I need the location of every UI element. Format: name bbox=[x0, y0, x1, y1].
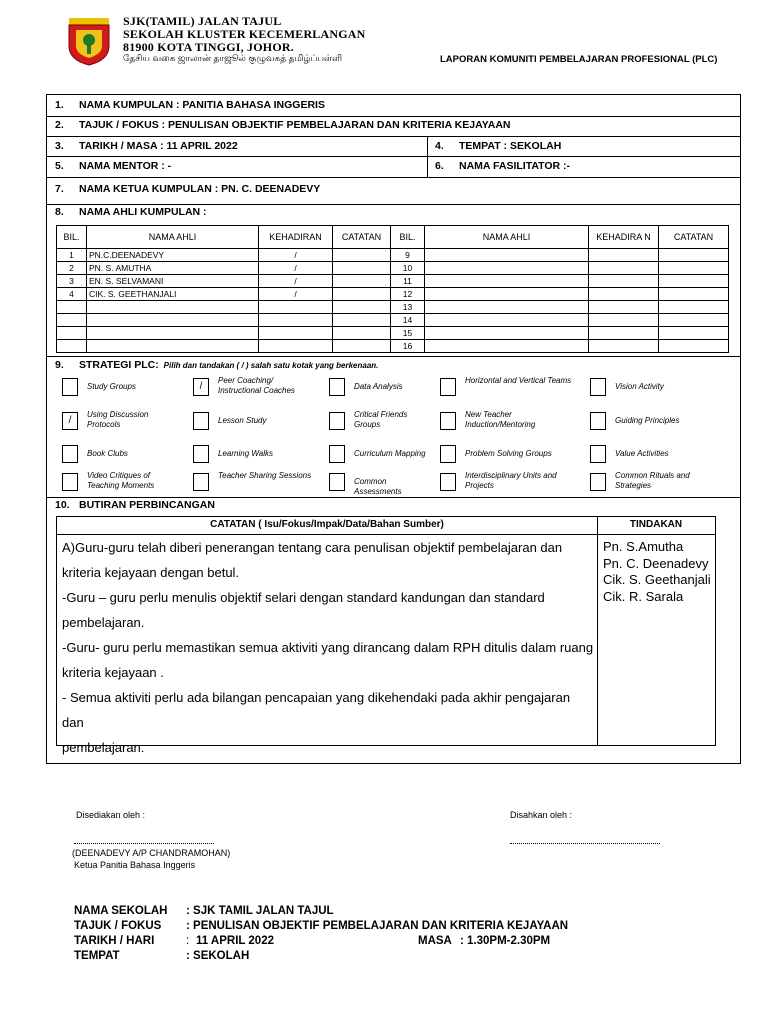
member-bil: 4 bbox=[57, 288, 87, 301]
strategy-option-label: Peer Coaching/ Instructional Coaches bbox=[218, 376, 295, 395]
member-row bbox=[57, 249, 729, 262]
member-name bbox=[87, 340, 259, 353]
member-notes bbox=[659, 249, 729, 262]
member-notes bbox=[659, 262, 729, 275]
member-name bbox=[425, 249, 589, 262]
strategy-option-label: Curriculum Mapping bbox=[354, 449, 426, 458]
member-bil: 2 bbox=[57, 262, 87, 275]
row-facilitator: 6. NAMA FASILITATOR :- bbox=[435, 160, 571, 172]
member-notes bbox=[333, 275, 391, 288]
strategy-option-label: Using Discussion Protocols bbox=[87, 410, 149, 429]
col-attendance: KEHADIRA N bbox=[589, 226, 659, 249]
member-attendance bbox=[589, 340, 659, 353]
school-name: SJK(TAMIL) JALAN TAJUL bbox=[123, 14, 282, 28]
member-row bbox=[57, 314, 729, 327]
col-name: NAMA AHLI bbox=[87, 226, 259, 249]
discussion-note-line: pembelajaran. bbox=[62, 615, 145, 630]
member-bil: 16 bbox=[391, 340, 425, 353]
member-attendance: / bbox=[259, 288, 333, 301]
row-members-label: 8. NAMA AHLI KUMPULAN : bbox=[55, 206, 207, 218]
strategy-checkbox[interactable] bbox=[193, 473, 209, 491]
row-group-name: 1. NAMA KUMPULAN : PANITIA BAHASA INGGERIS bbox=[55, 99, 325, 111]
member-attendance bbox=[259, 340, 333, 353]
member-bil: 12 bbox=[391, 288, 425, 301]
member-notes bbox=[333, 288, 391, 301]
col-action-header: TINDAKAN bbox=[629, 519, 683, 530]
action-person: Cik. R. Sarala bbox=[603, 588, 684, 604]
members-header-row bbox=[57, 226, 729, 249]
strategy-checkbox[interactable] bbox=[62, 445, 78, 463]
strategy-option-label: Common Assessments bbox=[354, 477, 402, 496]
discussion-notes bbox=[62, 535, 594, 760]
member-row bbox=[57, 340, 729, 353]
member-bil: 13 bbox=[391, 301, 425, 314]
discussion-note-line: kriteria kejayaan dengan betul. bbox=[62, 565, 240, 580]
strategy-checkbox[interactable] bbox=[62, 473, 78, 491]
preparer-signature-line bbox=[74, 843, 214, 844]
summary-time-label: MASA bbox=[418, 935, 452, 947]
member-row bbox=[57, 301, 729, 314]
strategy-checkbox[interactable] bbox=[440, 412, 456, 430]
strategy-checkbox[interactable]: / bbox=[193, 378, 209, 396]
member-attendance: / bbox=[259, 275, 333, 288]
member-row bbox=[57, 327, 729, 340]
member-name bbox=[425, 288, 589, 301]
strategy-checkbox[interactable] bbox=[62, 378, 78, 396]
member-attendance bbox=[589, 262, 659, 275]
member-attendance bbox=[589, 314, 659, 327]
strategy-checkbox[interactable] bbox=[193, 412, 209, 430]
discussion-note-line: kriteria kejayaan . bbox=[62, 665, 164, 680]
prepared-by-label: Disediakan oleh : bbox=[76, 810, 146, 820]
strategy-option-label: Vision Activity bbox=[615, 382, 664, 391]
member-notes bbox=[333, 327, 391, 340]
discussion-heading: 10. BUTIRAN PERBINCANGAN bbox=[55, 499, 215, 511]
member-attendance bbox=[259, 314, 333, 327]
strategy-checkbox[interactable]: / bbox=[62, 412, 78, 430]
school-tamil-name: தேசிய வகை ஜாலான் தாஜூல் குழுவகத் தமிழ்ப்பள்ளி bbox=[123, 53, 343, 63]
strategy-option-label: Teacher Sharing Sessions bbox=[218, 471, 312, 480]
member-row bbox=[57, 275, 729, 288]
approved-by-label: Disahkan oleh : bbox=[510, 810, 573, 820]
member-bil bbox=[57, 327, 87, 340]
member-attendance: / bbox=[259, 249, 333, 262]
school-address: 81900 KOTA TINGGI, JOHOR. bbox=[123, 40, 294, 54]
summary-school-value: : SJK TAMIL JALAN TAJUL bbox=[186, 905, 334, 917]
discussion-note-line: pembelajaran. bbox=[62, 740, 145, 755]
member-bil: 1 bbox=[57, 249, 87, 262]
strategy-checkbox[interactable] bbox=[329, 473, 345, 491]
action-person: Pn. C. Deenadevy bbox=[603, 555, 709, 571]
member-notes bbox=[333, 249, 391, 262]
summary-time-value: : 1.30PM-2.30PM bbox=[460, 935, 551, 947]
strategy-checkbox[interactable] bbox=[440, 378, 456, 396]
member-notes bbox=[659, 301, 729, 314]
strategy-checkbox[interactable] bbox=[329, 378, 345, 396]
member-name: EN. S. SELVAMANI bbox=[87, 275, 259, 288]
summary-school-label: NAMA SEKOLAH bbox=[74, 905, 168, 917]
strategy-option-label: Common Rituals and Strategies bbox=[615, 471, 690, 490]
strategy-option-label: Book Clubs bbox=[87, 449, 128, 458]
strategy-option-label: Learning Walks bbox=[218, 449, 273, 458]
col-notes: CATATAN bbox=[333, 226, 391, 249]
members-table bbox=[56, 225, 729, 353]
strategy-option-label: Interdisciplinary Units and Projects bbox=[465, 471, 557, 490]
col-notes-header: CATATAN ( Isu/Fokus/Impak/Data/Bahan Sumber) bbox=[210, 519, 444, 530]
strategy-checkbox[interactable] bbox=[329, 412, 345, 430]
member-notes bbox=[659, 340, 729, 353]
strategy-instruction: Pilih dan tandakan ( / ) salah satu kotak yang berkenaan. bbox=[163, 361, 379, 370]
member-name bbox=[87, 301, 259, 314]
member-name: PN. S. AMUTHA bbox=[87, 262, 259, 275]
col-attendance: KEHADIRAN bbox=[259, 226, 333, 249]
member-attendance bbox=[589, 301, 659, 314]
preparer-name: (DEENADEVY A/P CHANDRAMOHAN) bbox=[72, 848, 231, 858]
strategy-option-label: Problem Solving Groups bbox=[465, 449, 552, 458]
col-bil: BIL. bbox=[57, 226, 87, 249]
member-attendance: / bbox=[259, 262, 333, 275]
member-name bbox=[425, 301, 589, 314]
preparer-title: Ketua Panitia Bahasa Inggeris bbox=[74, 860, 196, 870]
member-row bbox=[57, 262, 729, 275]
member-name bbox=[87, 327, 259, 340]
member-name bbox=[425, 327, 589, 340]
member-attendance bbox=[589, 249, 659, 262]
member-attendance bbox=[589, 327, 659, 340]
discussion-note-line: -Guru- guru perlu memastikan semua aktiviti yang dirancang dalam RPH ditulis dalam ruang bbox=[62, 640, 594, 655]
member-bil bbox=[57, 340, 87, 353]
col-name: NAMA AHLI bbox=[425, 226, 589, 249]
member-name bbox=[425, 314, 589, 327]
summary-venue-value: : SEKOLAH bbox=[186, 950, 250, 962]
strategy-option-label: Guiding Principles bbox=[615, 416, 680, 425]
member-bil: 3 bbox=[57, 275, 87, 288]
member-notes bbox=[659, 327, 729, 340]
member-name: CIK. S. GEETHANJALI bbox=[87, 288, 259, 301]
school-cluster: SEKOLAH KLUSTER KECEMERLANGAN bbox=[123, 27, 366, 41]
member-notes bbox=[333, 262, 391, 275]
member-notes bbox=[333, 340, 391, 353]
action-person: Cik. S. Geethanjali bbox=[603, 572, 711, 587]
member-name: PN.C.DEENADEVY bbox=[87, 249, 259, 262]
strategy-checkbox[interactable] bbox=[590, 445, 606, 463]
discussion-note-line: -Guru – guru perlu menulis objektif selari dengan standard kandungan dan standard bbox=[62, 590, 545, 605]
member-name bbox=[87, 314, 259, 327]
row-group-leader: 7. NAMA KETUA KUMPULAN : PN. C. DEENADEVY bbox=[55, 183, 321, 195]
member-notes bbox=[659, 314, 729, 327]
report-title: LAPORAN KOMUNITI PEMBELAJARAN PROFESIONAL (PLC) bbox=[440, 54, 718, 65]
member-notes bbox=[659, 288, 729, 301]
row-venue: 4. TEMPAT : SEKOLAH bbox=[435, 140, 562, 152]
member-row bbox=[57, 288, 729, 301]
strategy-heading: 9. STRATEGI PLC: Pilih dan tandakan ( / ) salah satu kotak yang berkenaan. bbox=[55, 359, 379, 371]
strategy-checkbox[interactable] bbox=[440, 473, 456, 491]
member-notes bbox=[659, 275, 729, 288]
summary-venue-label: TEMPAT bbox=[74, 950, 120, 962]
strategy-checkbox[interactable] bbox=[590, 378, 606, 396]
strategy-option-label: New Teacher Induction/Mentoring bbox=[465, 410, 536, 429]
discussion-table bbox=[56, 516, 716, 755]
discussion-actions bbox=[603, 539, 713, 605]
strategy-checkbox[interactable] bbox=[329, 445, 345, 463]
strategy-option-label: Data Analysis bbox=[354, 382, 403, 391]
summary-date-value: 11 APRIL 2022 bbox=[196, 935, 274, 947]
member-name bbox=[425, 262, 589, 275]
member-bil: 11 bbox=[391, 275, 425, 288]
school-logo bbox=[66, 16, 112, 66]
strategy-checkbox[interactable] bbox=[193, 445, 209, 463]
member-notes bbox=[333, 301, 391, 314]
row-mentor: 5. NAMA MENTOR : - bbox=[55, 160, 172, 172]
member-bil: 10 bbox=[391, 262, 425, 275]
strategy-option-label: Lesson Study bbox=[218, 416, 267, 425]
member-attendance bbox=[589, 288, 659, 301]
summary-date-colon: : bbox=[186, 935, 190, 947]
strategy-option-label: Value Activities bbox=[615, 449, 669, 458]
member-name bbox=[425, 275, 589, 288]
approver-signature-line bbox=[510, 843, 660, 844]
member-bil: 15 bbox=[391, 327, 425, 340]
strategy-option-label: Video Critiques of Teaching Moments bbox=[87, 471, 155, 490]
plc-report-form bbox=[46, 94, 741, 764]
member-attendance bbox=[589, 275, 659, 288]
summary-topic-value: : PENULISAN OBJEKTIF PEMBELAJARAN DAN KRITERIA KEJAYAAN bbox=[186, 920, 569, 932]
discussion-note-line: A)Guru-guru telah diberi penerangan tentang cara penulisan objektif pembelajaran dan bbox=[62, 540, 563, 555]
summary-topic-label: TAJUK / FOKUS bbox=[74, 920, 162, 932]
strategy-option-label: Horizontal and Vertical Teams bbox=[465, 376, 572, 385]
member-bil bbox=[57, 314, 87, 327]
member-attendance bbox=[259, 301, 333, 314]
strategy-checkbox[interactable] bbox=[590, 473, 606, 491]
strategy-option-label: Critical Friends Groups bbox=[354, 410, 408, 429]
action-person: Pn. S.Amutha bbox=[603, 539, 684, 554]
strategy-checkbox[interactable] bbox=[590, 412, 606, 430]
member-bil: 9 bbox=[391, 249, 425, 262]
member-notes bbox=[333, 314, 391, 327]
discussion-note-line: - Semua aktiviti perlu ada bilangan pencapaian yang dikehendaki pada akhir pengajaran dan bbox=[62, 690, 571, 730]
col-notes: CATATAN bbox=[659, 226, 729, 249]
strategy-checkbox[interactable] bbox=[440, 445, 456, 463]
strategy-option-label: Study Groups bbox=[87, 382, 136, 391]
col-bil: BIL. bbox=[391, 226, 425, 249]
row-date: 3. TARIKH / MASA : 11 APRIL 2022 bbox=[55, 140, 238, 152]
member-attendance bbox=[259, 327, 333, 340]
summary-date-label: TARIKH / HARI bbox=[74, 935, 155, 947]
member-bil: 14 bbox=[391, 314, 425, 327]
member-name bbox=[425, 340, 589, 353]
row-topic: 2. TAJUK / FOKUS : PENULISAN OBJEKTIF PEMBELAJARAN DAN KRITERIA KEJAYAAN bbox=[55, 119, 511, 131]
member-bil bbox=[57, 301, 87, 314]
